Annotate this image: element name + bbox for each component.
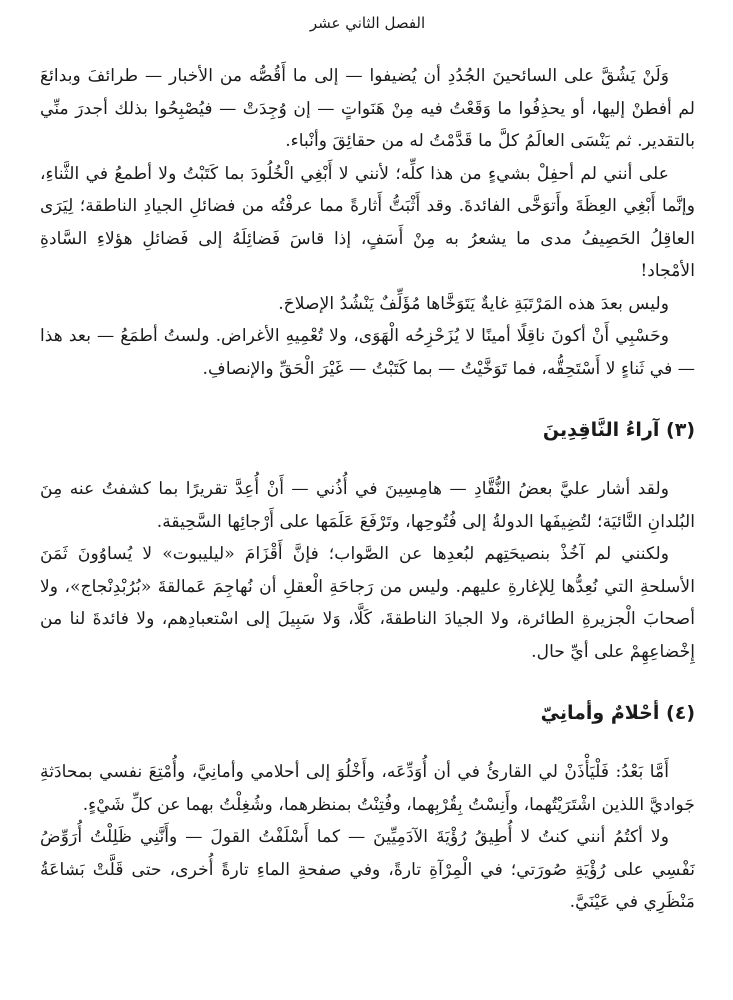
section-heading: (٣) آراءُ النَّاقِدِينَ xyxy=(542,419,695,441)
section-closing-remarks xyxy=(40,60,695,385)
running-head: الفصل الثاني عشر xyxy=(309,14,426,32)
paragraph: وحَسْبِي أَنْ أكونَ ناقِلًا أمينًا لا يُزَحْزِحُه الْهَوَى، ولا تُعْمِيهِ الأغراض. ولستُ أطمَعُ — بعد هذا — في ثَناءٍ لا أَسْتَحِقُّه، فما تَوَخَّيْتُ — بما كَتَبْتُ — غَيْرَ الْحَقِّ والإنصافِ. xyxy=(40,326,695,379)
section-dreams-wishes xyxy=(40,698,695,919)
section-heading: (٤) أحْلامٌ وأمانِيّ xyxy=(540,702,695,724)
paragraph: ولقد أشار عليَّ بعضُ النُّقَّادِ — هامِسِينَ في أُذُني — أَنْ أُعِدَّ تقريرًا بما كشفتُ عنه مِنَ البُلدانِ النَّائيَة؛ لتُضِيفَها الدولةُ إلى فُتُوحِها، وتَرْفَعَ عَلَمَها على أَرْجائِها السَّحِيقة. xyxy=(40,479,695,532)
paragraph: ولكنني لم آخُذْ بنصيحَتِهم لبُعدِها عن الصَّواب؛ فإنَّ أَقْزَامَ «ليليبوت» لا يُساوُونَ ثَمَنَ الأسلحةِ التي نُعِدُّها لِلإغارةِ عليهم. وليس من رَجاحَةِ الْعقلِ أن نُهاجِمَ عَمالقةَ «بُرُبْدِنْجاج»، ولا أصحابَ الْجزيرةِ الطائرة، ولا الجيادَ الناطقةَ، كَلَّا، وَلا سَبِيلَ إلى اسْتعبادِهم، ولا فائدةَ لنا من إِخْضاعِهِمْ على أيِّ حال. xyxy=(40,544,695,662)
paragraph: ولا أكتُمُ أنني كنتُ لا أُطِيقُ رُؤْيَةَ الآدَمِيِّينَ — كما أَسْلَفْتُ القولَ — وأَنَّنِي ظَلِلْتُ أُرَوِّضُ نَفْسِي على رُؤْيَةِ صُورَتي؛ في الْمِرْآةِ تارةً، وفي صفحةِ الماءِ تارةً أُخرى، حتى قَلَّتْ بَشاعَةُ مَنْظَرِي في عَيْنَيَّ. xyxy=(40,827,695,912)
paragraph: على أنني لم أحفِلْ بشيءٍ من هذا كلِّه؛ لأنني لا أَبْغِي الْخُلُودَ بما كَتَبْتُ ولا أطمعُ في الثَّناءِ، وإنَّما أَبْغِي العِظَةَ وأَتوَخَّى الفائدةَ. وقد أَثْبَتُّ أَثارةً مما عرفْتُه من فضائلِ الجيادِ الناطقة؛ لِيَرَى العاقِلُ الحَصِيفُ مدى ما يشعرُ به مِنْ أَسَفٍ، إذا قاسَ فَضائِلَهُ إلى فَضائلِ هؤلاءِ السَّادةِ الأمْجاد! xyxy=(40,163,695,281)
paragraph: أَمَّا بَعْدُ: فَلْيَأْذَنْ لي القارئُ في أن أُوَدِّعَه، وأَخْلُوَ إلى أحلامي وأمانِيَّ، وأُمْتِعَ نفسي بمحادَثةِ جَواديَّ اللذين اشْتَرَيْتُهما، وأَنِسْتُ بِقُرْبِهما، وفُتِنْتُ بمنظرهما، وشُغِلْتُ بهما عن كلِّ شَيْءٍ. xyxy=(40,762,695,815)
paragraph: وليس بعدَ هذه المَرْتَبَةِ غايةٌ يَتَوَخَّاها مُؤَلِّفٌ يَنْشُدُ الإصلاحَ. xyxy=(278,293,669,314)
paragraph: وَلَنْ يَشُقَّ على السائحينَ الجُدُدِ أن يُضيفوا — إلى ما أَقُصُّه من الأخبار — طرائفَ وبدائعَ لم أفطنْ إليها، أو يحذِفُوا ما وَقَعْتُ فيه مِنْ هَنَواتٍ — إن وُجِدَتْ — فيُصْبِحُوا بذلك أجدرَ منِّي بالتقدير. ثم يَنْسَى العالَمُ كلَّ ما قَدَّمْتُ له من حقائِقَ وأنْباء. xyxy=(40,66,695,151)
section-critics-opinions xyxy=(40,415,695,668)
